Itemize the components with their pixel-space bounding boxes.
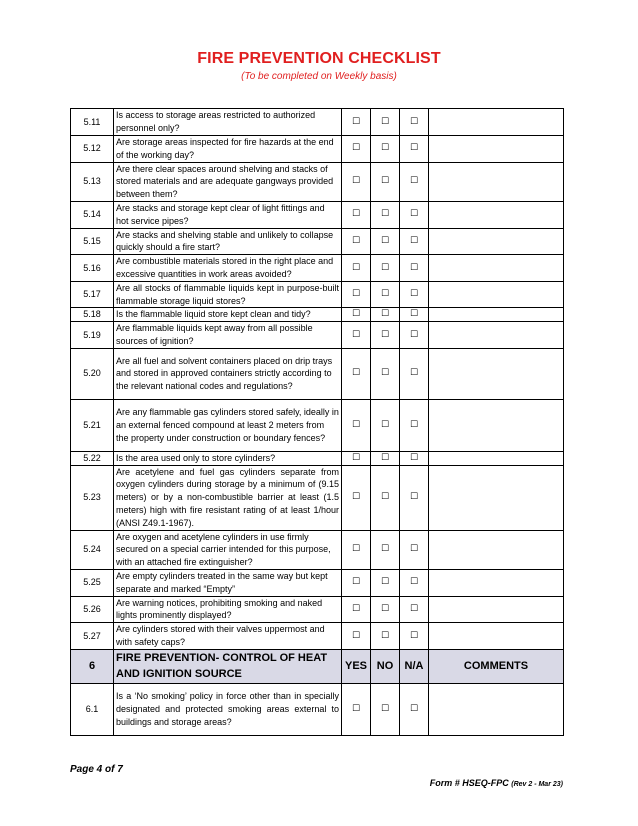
item-number: 5.21 xyxy=(71,399,114,451)
comments-cell[interactable] xyxy=(429,109,564,136)
na-checkbox[interactable]: ☐ xyxy=(400,596,429,623)
yes-checkbox[interactable]: ☐ xyxy=(342,109,371,136)
form-number xyxy=(430,778,563,788)
checklist-row xyxy=(71,623,564,650)
comments-cell[interactable] xyxy=(429,281,564,308)
checklist-row xyxy=(71,255,564,282)
no-checkbox[interactable]: ☐ xyxy=(371,228,400,255)
na-checkbox[interactable]: ☐ xyxy=(400,623,429,650)
na-checkbox[interactable]: ☐ xyxy=(400,465,429,530)
item-question: Is the area used only to store cylinders? xyxy=(114,451,342,465)
section-number: 6 xyxy=(71,649,114,683)
checklist-row xyxy=(71,308,564,322)
checklist-row xyxy=(71,109,564,136)
item-number: 5.13 xyxy=(71,162,114,201)
item-question: Are storage areas inspected for fire hazards at the end of the working day? xyxy=(114,136,342,163)
item-question: Is a ‘No smoking’ policy in force other than in specially designated and protected smoking areas external to buildings and storage areas? xyxy=(114,683,342,735)
comments-cell[interactable] xyxy=(429,465,564,530)
no-checkbox[interactable]: ☐ xyxy=(371,308,400,322)
no-checkbox[interactable]: ☐ xyxy=(371,162,400,201)
no-checkbox[interactable]: ☐ xyxy=(371,451,400,465)
yes-checkbox[interactable]: ☐ xyxy=(342,136,371,163)
comments-cell[interactable] xyxy=(429,322,564,349)
form-id: Form # HSEQ-FPC xyxy=(429,778,509,788)
item-question: Are flammable liquids kept away from all possible sources of ignition? xyxy=(114,322,342,349)
no-checkbox[interactable]: ☐ xyxy=(371,201,400,228)
na-column-header: N/A xyxy=(400,649,429,683)
yes-checkbox[interactable]: ☐ xyxy=(342,569,371,596)
comments-cell[interactable] xyxy=(429,569,564,596)
no-checkbox[interactable]: ☐ xyxy=(371,109,400,136)
checklist-row xyxy=(71,596,564,623)
item-number: 5.20 xyxy=(71,348,114,399)
no-checkbox[interactable]: ☐ xyxy=(371,530,400,569)
na-checkbox[interactable]: ☐ xyxy=(400,255,429,282)
comments-cell[interactable] xyxy=(429,348,564,399)
yes-checkbox[interactable]: ☐ xyxy=(342,683,371,735)
yes-checkbox[interactable]: ☐ xyxy=(342,623,371,650)
form-revision: (Rev 2 - Mar 23) xyxy=(511,781,563,788)
yes-checkbox[interactable]: ☐ xyxy=(342,465,371,530)
yes-checkbox[interactable]: ☐ xyxy=(342,255,371,282)
no-checkbox[interactable]: ☐ xyxy=(371,569,400,596)
comments-column-header: COMMENTS xyxy=(429,649,564,683)
yes-checkbox[interactable]: ☐ xyxy=(342,281,371,308)
na-checkbox[interactable]: ☐ xyxy=(400,162,429,201)
item-question: Is the flammable liquid store kept clean and tidy? xyxy=(114,308,342,322)
item-question: Are stacks and shelving stable and unlikely to collapse quickly should a fire start? xyxy=(114,228,342,255)
yes-checkbox[interactable]: ☐ xyxy=(342,596,371,623)
no-column-header: NO xyxy=(371,649,400,683)
checklist-row xyxy=(71,399,564,451)
na-checkbox[interactable]: ☐ xyxy=(400,530,429,569)
item-number: 5.24 xyxy=(71,530,114,569)
checklist-row xyxy=(71,162,564,201)
page-title: FIRE PREVENTION CHECKLIST xyxy=(197,50,441,67)
na-checkbox[interactable]: ☐ xyxy=(400,308,429,322)
comments-cell[interactable] xyxy=(429,308,564,322)
no-checkbox[interactable]: ☐ xyxy=(371,348,400,399)
yes-checkbox[interactable]: ☐ xyxy=(342,162,371,201)
item-number: 5.22 xyxy=(71,451,114,465)
checklist-row xyxy=(71,228,564,255)
comments-cell[interactable] xyxy=(429,596,564,623)
item-question: Are acetylene and fuel gas cylinders separate from oxygen cylinders during storage by a minimum of (9.15 meters) or by a non-combustible barrier at least (1.5 meters) high with fire resistant rating of at least 1/hour (ANSI Z49.1-1967). xyxy=(114,465,342,530)
item-question: Are there clear spaces around shelving and stacks of stored materials and are adequate gangways provided between them? xyxy=(114,162,342,201)
yes-column-header: YES xyxy=(342,649,371,683)
no-checkbox[interactable]: ☐ xyxy=(371,322,400,349)
comments-cell[interactable] xyxy=(429,623,564,650)
yes-checkbox[interactable]: ☐ xyxy=(342,201,371,228)
yes-checkbox[interactable]: ☐ xyxy=(342,451,371,465)
item-number: 5.23 xyxy=(71,465,114,530)
na-checkbox[interactable]: ☐ xyxy=(400,109,429,136)
no-checkbox[interactable]: ☐ xyxy=(371,399,400,451)
item-number: 5.14 xyxy=(71,201,114,228)
na-checkbox[interactable]: ☐ xyxy=(400,569,429,596)
item-number: 6.1 xyxy=(71,683,114,735)
na-checkbox[interactable]: ☐ xyxy=(400,281,429,308)
na-checkbox[interactable]: ☐ xyxy=(400,451,429,465)
na-checkbox[interactable]: ☐ xyxy=(400,348,429,399)
checklist-table xyxy=(70,108,564,736)
checklist-body xyxy=(71,109,564,736)
item-number: 5.16 xyxy=(71,255,114,282)
na-checkbox[interactable]: ☐ xyxy=(400,399,429,451)
item-number: 5.15 xyxy=(71,228,114,255)
yes-checkbox[interactable]: ☐ xyxy=(342,348,371,399)
no-checkbox[interactable]: ☐ xyxy=(371,683,400,735)
comments-cell[interactable] xyxy=(429,451,564,465)
item-number: 5.18 xyxy=(71,308,114,322)
item-question: Are any flammable gas cylinders stored safely, ideally in an external fenced compound at least 2 meters from the property under construction or boundary fences? xyxy=(114,399,342,451)
yes-checkbox[interactable]: ☐ xyxy=(342,530,371,569)
item-question: Is access to storage areas restricted to authorized personnel only? xyxy=(114,109,342,136)
item-question: Are warning notices, prohibiting smoking and naked lights prominently displayed? xyxy=(114,596,342,623)
na-checkbox[interactable]: ☐ xyxy=(400,683,429,735)
item-number: 5.17 xyxy=(71,281,114,308)
comments-cell[interactable] xyxy=(429,399,564,451)
no-checkbox[interactable]: ☐ xyxy=(371,136,400,163)
section-header-row xyxy=(71,649,564,683)
checklist-row xyxy=(71,683,564,735)
checklist-row xyxy=(71,201,564,228)
item-number: 5.25 xyxy=(71,569,114,596)
item-question: Are all fuel and solvent containers placed on drip trays and stored in approved containers strictly according to the relevant national codes and regulations? xyxy=(114,348,342,399)
item-number: 5.27 xyxy=(71,623,114,650)
item-question: Are oxygen and acetylene cylinders in use firmly secured on a special carrier intended for this purpose, with an attached fire extinguisher? xyxy=(114,530,342,569)
item-number: 5.12 xyxy=(71,136,114,163)
checklist-row xyxy=(71,136,564,163)
checklist-row xyxy=(71,530,564,569)
comments-cell[interactable] xyxy=(429,162,564,201)
na-checkbox[interactable]: ☐ xyxy=(400,228,429,255)
no-checkbox[interactable]: ☐ xyxy=(371,596,400,623)
checklist-row xyxy=(71,348,564,399)
comments-cell[interactable] xyxy=(429,683,564,735)
comments-cell[interactable] xyxy=(429,228,564,255)
checklist-row xyxy=(71,322,564,349)
checklist-row xyxy=(71,465,564,530)
item-question: Are empty cylinders treated in the same way but kept separate and marked “Empty” xyxy=(114,569,342,596)
item-number: 5.19 xyxy=(71,322,114,349)
checklist-row xyxy=(71,281,564,308)
no-checkbox[interactable]: ☐ xyxy=(371,281,400,308)
yes-checkbox[interactable]: ☐ xyxy=(342,399,371,451)
yes-checkbox[interactable]: ☐ xyxy=(342,228,371,255)
page-number: Page 4 of 7 xyxy=(70,764,123,775)
item-number: 5.26 xyxy=(71,596,114,623)
section-title: FIRE PREVENTION- CONTROL OF HEAT AND IGNITION SOURCE xyxy=(114,649,342,683)
checklist-row xyxy=(71,451,564,465)
na-checkbox[interactable]: ☐ xyxy=(400,201,429,228)
page-subtitle: (To be completed on Weekly basis) xyxy=(241,71,397,82)
item-question: Are all stocks of flammable liquids kept in purpose-built flammable storage liquid stores? xyxy=(114,281,342,308)
item-question: Are cylinders stored with their valves uppermost and with safety caps? xyxy=(114,623,342,650)
yes-checkbox[interactable]: ☐ xyxy=(342,308,371,322)
checklist-row xyxy=(71,569,564,596)
comments-cell[interactable] xyxy=(429,201,564,228)
no-checkbox[interactable]: ☐ xyxy=(371,255,400,282)
comments-cell[interactable] xyxy=(429,530,564,569)
comments-cell[interactable] xyxy=(429,255,564,282)
na-checkbox[interactable]: ☐ xyxy=(400,322,429,349)
no-checkbox[interactable]: ☐ xyxy=(371,623,400,650)
yes-checkbox[interactable]: ☐ xyxy=(342,322,371,349)
comments-cell[interactable] xyxy=(429,136,564,163)
item-number: 5.11 xyxy=(71,109,114,136)
item-question: Are combustible materials stored in the right place and excessive quantities in work areas avoided? xyxy=(114,255,342,282)
item-question: Are stacks and storage kept clear of light fittings and hot service pipes? xyxy=(114,201,342,228)
no-checkbox[interactable]: ☐ xyxy=(371,465,400,530)
na-checkbox[interactable]: ☐ xyxy=(400,136,429,163)
